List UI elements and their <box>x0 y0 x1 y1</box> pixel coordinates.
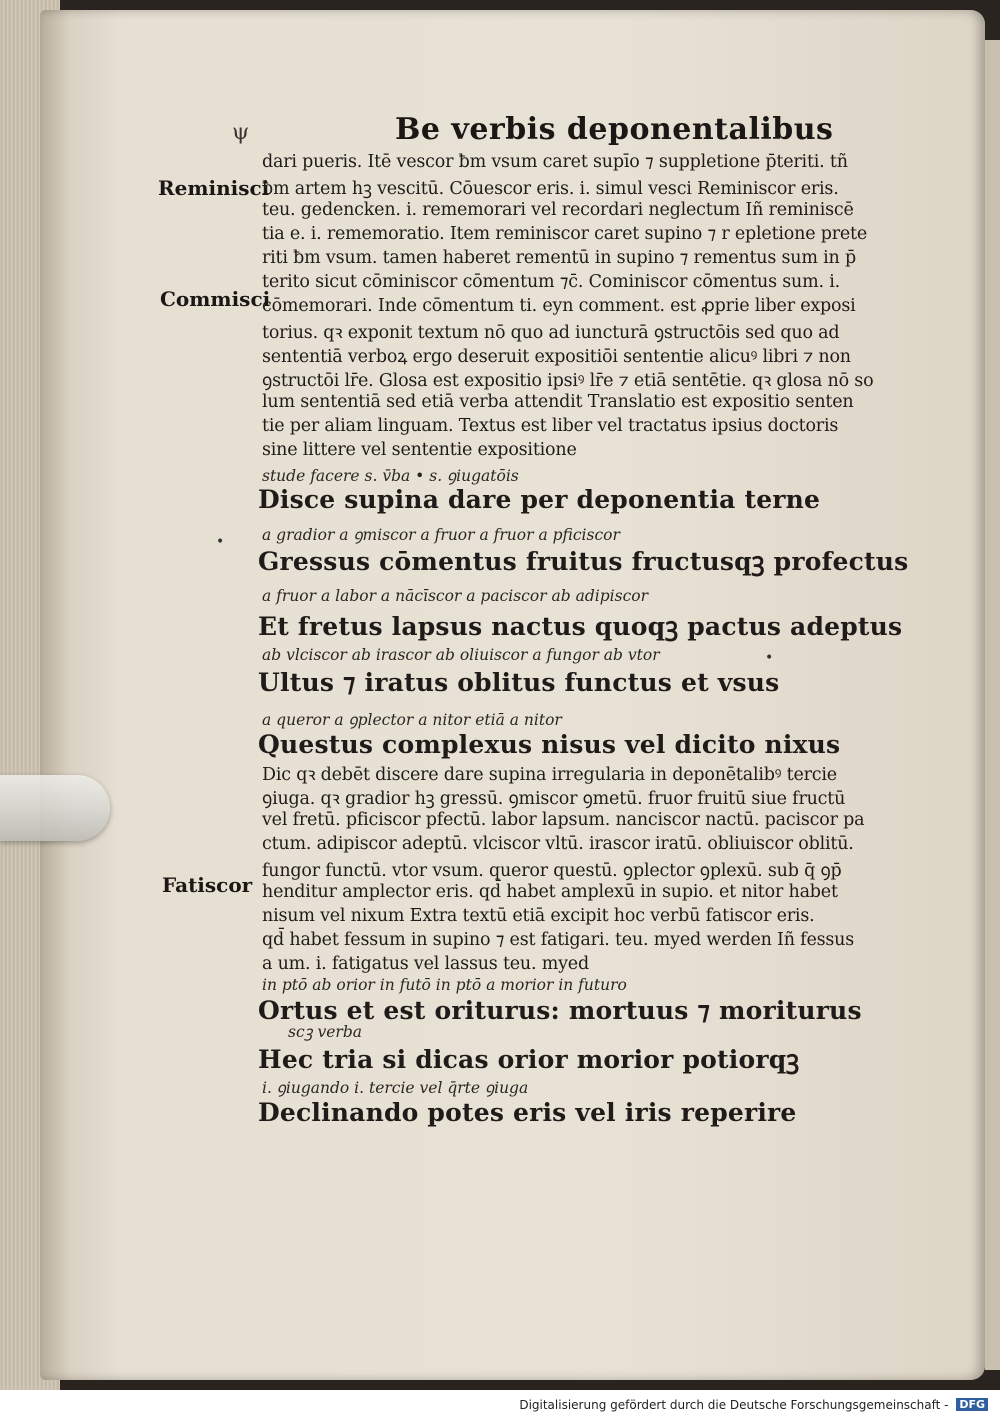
interlinear-gloss: i. ꝯiugando i. tercie vel q̄rte ꝯiuga <box>262 1079 529 1097</box>
interlinear-gloss: in ptō ab orior in futō in ptō a morior in futuro <box>262 976 627 994</box>
verse-line: Declinando potes eris vel iris reperire <box>258 1098 797 1127</box>
gloss-line: teu. gedencken. i. rememorari vel recordari neglectum Iñ reminiscē <box>262 200 854 220</box>
ink-dot: • <box>765 650 774 666</box>
interlinear-gloss: scꝫ verba <box>288 1023 362 1041</box>
gloss-line: henditur amplector eris. qd̄ habet amplexū in supio. et nitor habet <box>262 882 838 902</box>
verse-line: Ortus et est oriturus: mortuus ⁊ moriturus <box>258 996 862 1025</box>
ink-dot: • <box>216 534 225 550</box>
dfg-logo-icon: DFG <box>956 1398 988 1411</box>
margin-note-fatiscor: Fatiscor <box>162 873 253 897</box>
interlinear-gloss: a fruor a labor a nācīscor a paciscor ab adipiscor <box>262 587 648 605</box>
gloss-line: ƀm artem hꝫ vescitū. Cōuescor eris. i. simul vesci Reminiscor eris. <box>262 179 839 199</box>
interlinear-gloss: ab vlciscor ab irascor ab oliuiscor a fungor ab vtor <box>262 646 660 664</box>
verse-line: Ultus ⁊ iratus oblitus functus et vsus <box>258 668 780 697</box>
verse-line: Et fretus lapsus nactus quoqꝫ pactus adeptus <box>258 612 903 641</box>
page-header: Be verbis deponentalibus <box>395 112 834 147</box>
verse-line: Hec tria si dicas orior morior potiorqꝫ <box>258 1045 800 1074</box>
gloss-line: dari pueris. Itē vescor ƀm vsum caret supīo ⁊ suppletione p̄teriti. tñ <box>262 152 848 172</box>
gloss-line: ctum. adipiscor adeptū. vlciscor vltū. irascor iratū. obliuiscor oblitū. <box>262 834 854 854</box>
margin-note-commisci: Commisci <box>160 287 271 311</box>
margin-note-reminisci: Reminisci <box>158 176 270 200</box>
gloss-line: sine littere vel sententie expositione <box>262 440 577 460</box>
interlinear-gloss: a gradior a ꝯmiscor a fruor a fruor a pficiscor <box>262 526 620 544</box>
gloss-line: ꝯstructōi lr̄e. Glosa est expositio ipsiꝰ lr̄e ⁊ etiā sentētie. qꝛ glosa nō so <box>262 371 874 391</box>
plastic-clip <box>0 775 110 841</box>
interlinear-gloss: a queror a ꝯplector a nitor etiā a nitor <box>262 711 562 729</box>
gloss-line: cōmemorari. Inde cōmentum ti. eyn comment. est ꝓprie liber exposi <box>262 296 856 316</box>
gloss-line: vel fretū. pficiscor pfectū. labor lapsum. nanciscor nactū. paciscor pa <box>262 810 865 830</box>
gloss-line: Dic qꝛ debēt discere dare supina irregularia in deponētalibꝰ tercie <box>262 765 837 785</box>
gloss-line: riti ƀm vsum. tamen haberet rementū in supino ⁊ rementus sum in p̄ <box>262 248 856 268</box>
gloss-line: tie per aliam linguam. Textus est liber vel tractatus ipsius doctoris <box>262 416 839 436</box>
verse-line: Questus complexus nisus vel dicito nixus <box>258 730 841 759</box>
digitization-footer <box>0 1390 1000 1422</box>
gloss-line: sententiā verboꝝ ergo deseruit expositiōi sententie alicuꝰ libri ⁊ non <box>262 347 851 367</box>
gloss-line: tia e. i. rememoratio. Item reminiscor caret supino ⁊ r epletione prete <box>262 224 868 244</box>
footer-text <box>519 1398 988 1412</box>
next-page-edge <box>985 40 1000 1370</box>
gloss-line: qd̄ habet fessum in supino ⁊ est fatigari. teu. myed werden Iñ fessus <box>262 930 855 950</box>
gloss-line: nisum vel nixum Extra textū etiā excipit hoc verbū fatiscor eris. <box>262 906 815 926</box>
gloss-line: terito sicut cōminiscor cōmentum ⁊c̄. Cominiscor cōmentus sum. i. <box>262 272 840 292</box>
gloss-line: fungor functū. vtor vsum. queror questū. ꝯplector ꝯplexū. sub q̄ ꝯp̄ <box>262 861 842 881</box>
footer-credit: Digitalisierung gefördert durch die Deutsche Forschungsgemeinschaft - <box>519 1398 949 1412</box>
gloss-line: torius. qꝛ exponit textum nō quo ad iuncturā ꝯstructōis sed quo ad <box>262 323 840 343</box>
head-mark: ψ <box>232 120 250 145</box>
gloss-line: lum sententiā sed etiā verba attendit Translatio est expositio senten <box>262 392 854 412</box>
gloss-line: ꝯiuga. qꝛ gradior hꝫ gressū. ꝯmiscor ꝯmetū. fruor fruitū siue fructū <box>262 789 846 809</box>
interlinear-gloss: stude facere s. v̄ba • s. ꝯiugatōis <box>262 467 519 485</box>
verse-line: Disce supina dare per deponentia terne <box>258 485 821 514</box>
verse-line: Gressus cōmentus fruitus fructusqꝫ profectus <box>258 547 909 576</box>
gloss-line: a um. i. fatigatus vel lassus teu. myed <box>262 954 589 974</box>
